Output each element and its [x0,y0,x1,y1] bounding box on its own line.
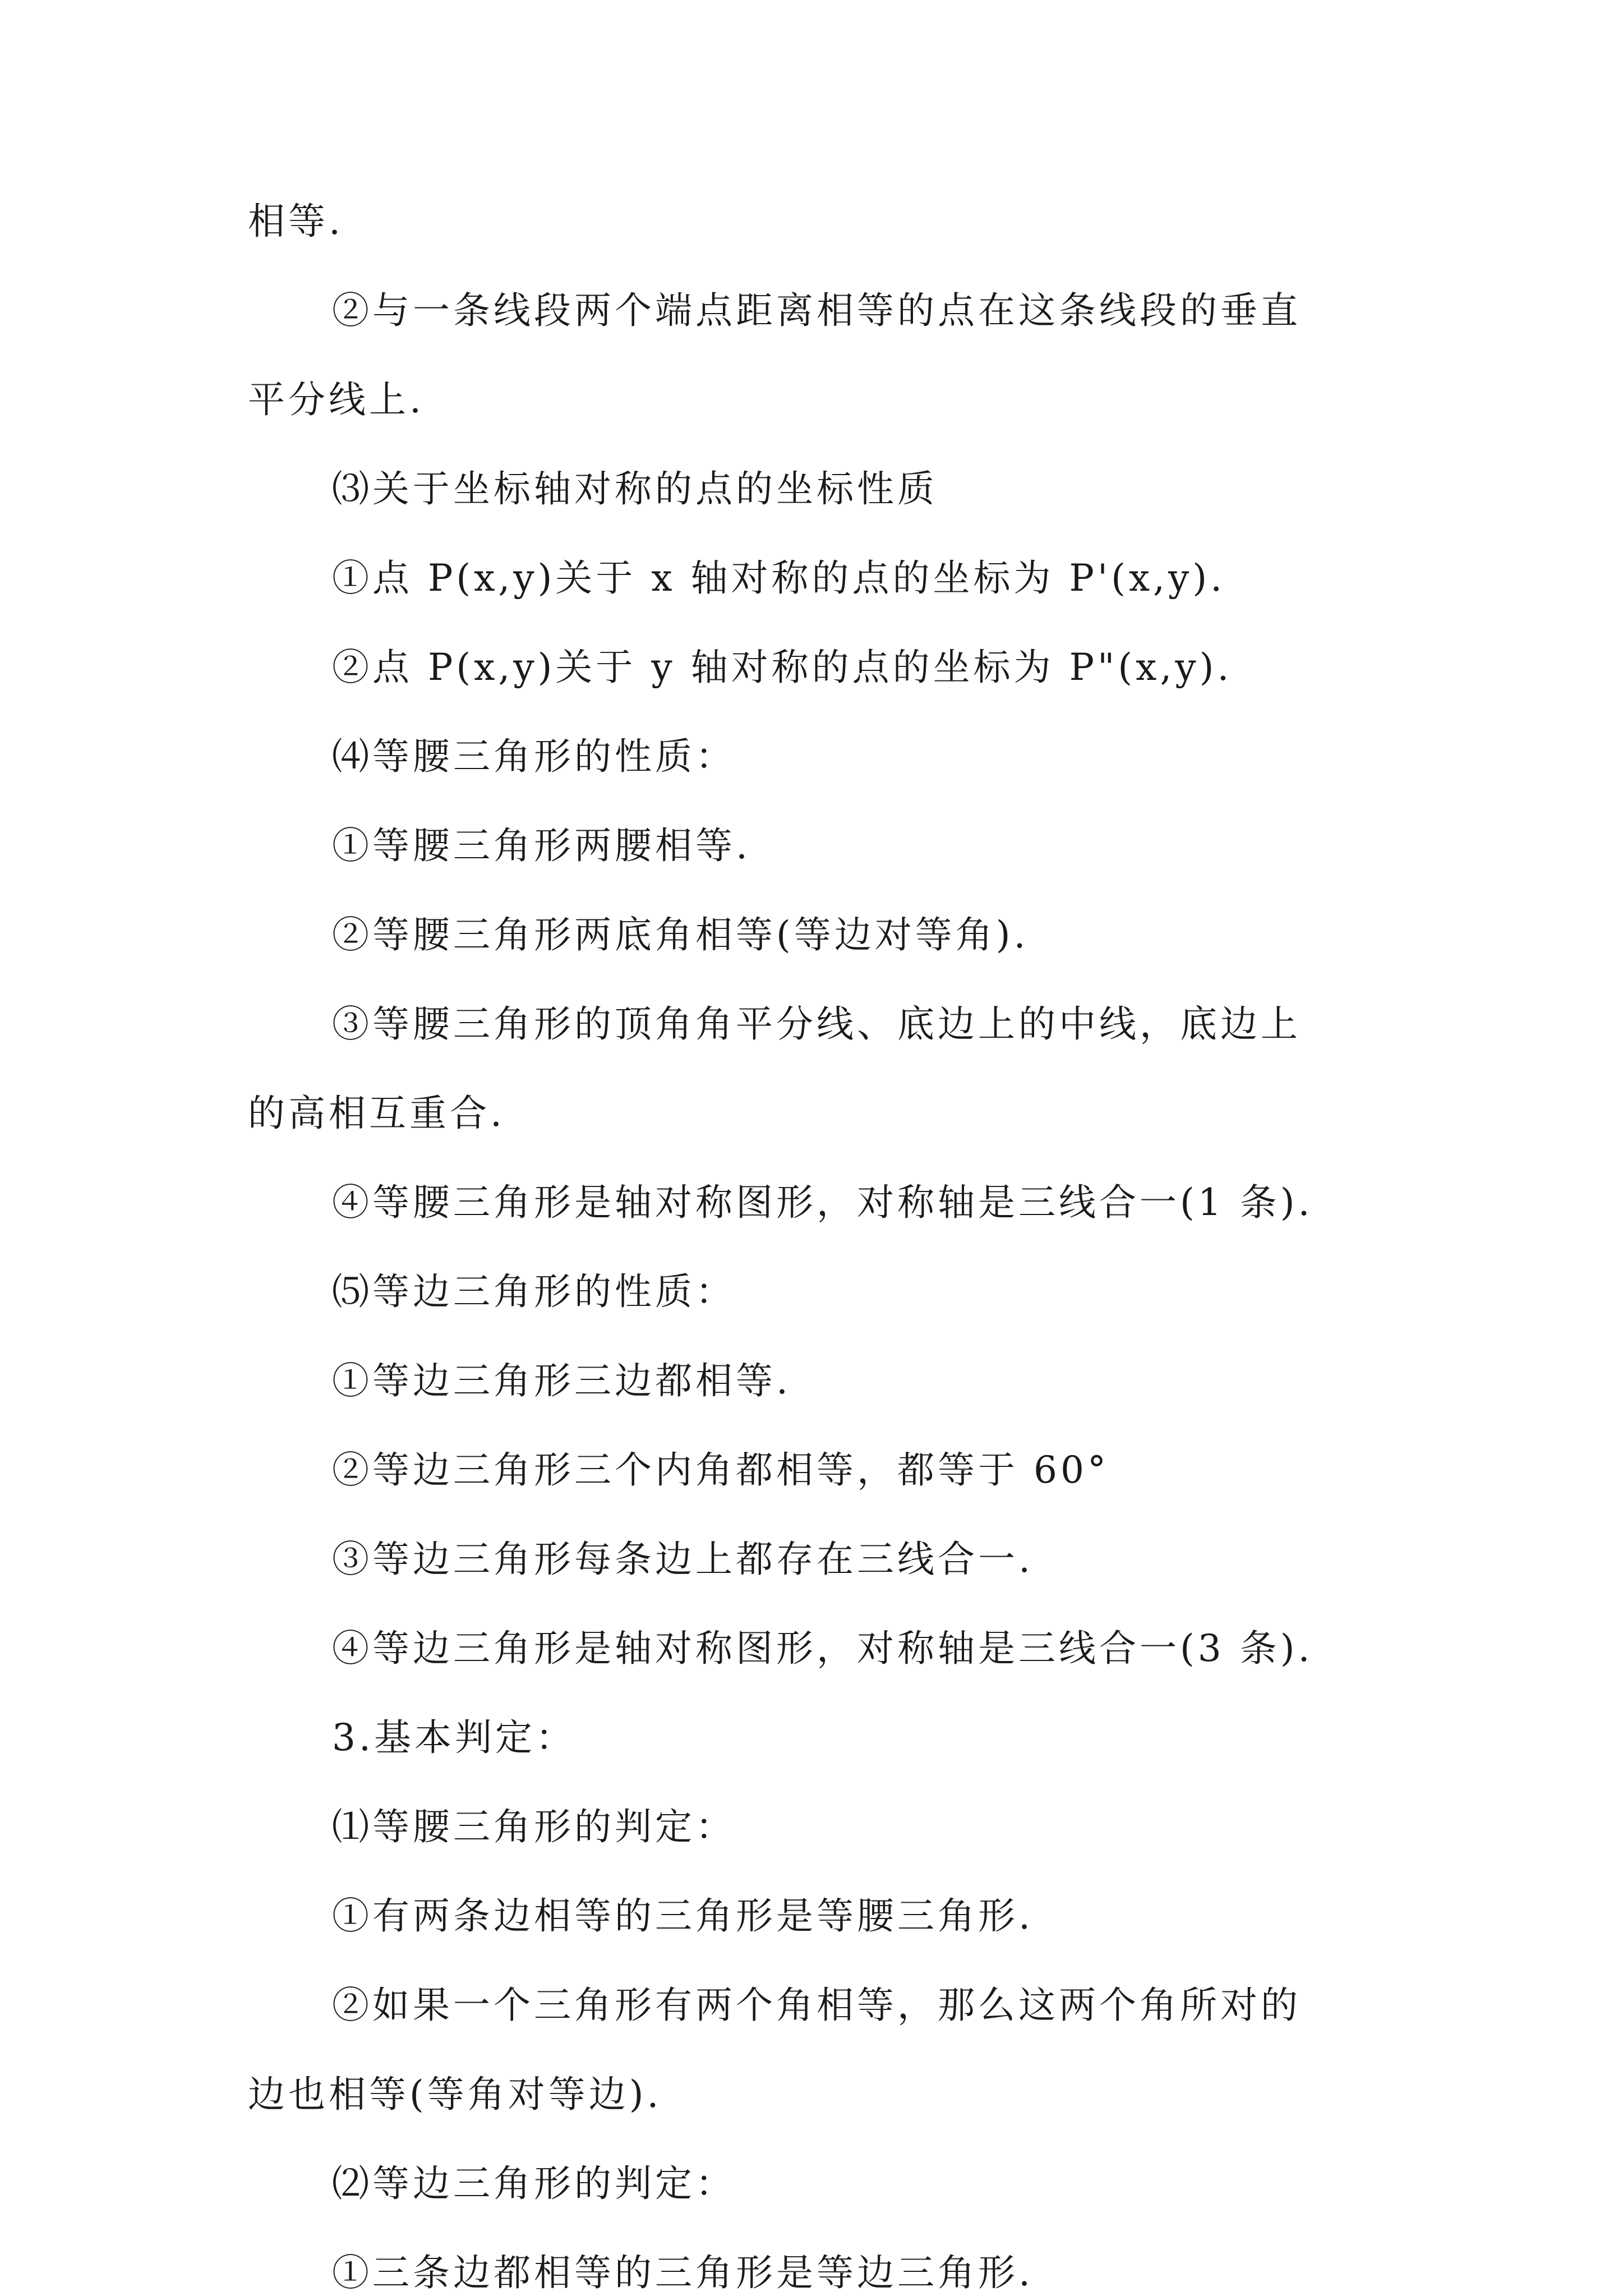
text-line: ⑸等边三角形的性质： [332,1270,736,1313]
text-line: 3.基本判定： [332,1716,576,1759]
text-line: ②等腰三角形两底角相等(等边对等角). [332,913,1029,956]
text-line: ①等腰三角形两腰相等. [332,824,751,867]
text-line: ⑶关于坐标轴对称的点的坐标性质 [332,467,938,510]
text-line: ②点 P(x,y)关于 y 轴对称的点的坐标为 P"(x,y). [332,646,1233,689]
text-line: ⑵等边三角形的判定： [332,2162,736,2205]
text-line: 平分线上. [248,378,425,421]
text-line: 的高相互重合. [248,1092,505,1135]
text-line: ④等腰三角形是轴对称图形，对称轴是三线合一(1 条). [332,1181,1313,1224]
text-line: 边也相等(等角对等边). [248,2073,662,2116]
text-line: ③等腰三角形的顶角角平分线、底边上的中线，底边上 [332,1002,1301,1046]
text-line: ③等边三角形每条边上都存在三线合一. [332,1538,1034,1581]
text-line: ②等边三角形三个内角都相等，都等于 60° [332,1448,1109,1492]
text-line: ①点 P(x,y)关于 x 轴对称的点的坐标为 P'(x,y). [332,556,1226,600]
text-line: ①等边三角形三边都相等. [332,1359,791,1402]
text-line: 相等. [248,200,344,243]
text-line: ①三条边都相等的三角形是等边三角形. [332,2251,1034,2294]
text-line: ⑷等腰三角形的性质： [332,735,736,778]
text-line: ②如果一个三角形有两个角相等，那么这两个角所对的 [332,1984,1301,2027]
text-line: ①有两条边相等的三角形是等腰三角形. [332,1894,1034,1938]
text-line: ②与一条线段两个端点距离相等的点在这条线段的垂直 [332,289,1301,332]
text-line: ⑴等腰三角形的判定： [332,1805,736,1848]
text-line: ④等边三角形是轴对称图形，对称轴是三线合一(3 条). [332,1627,1313,1670]
